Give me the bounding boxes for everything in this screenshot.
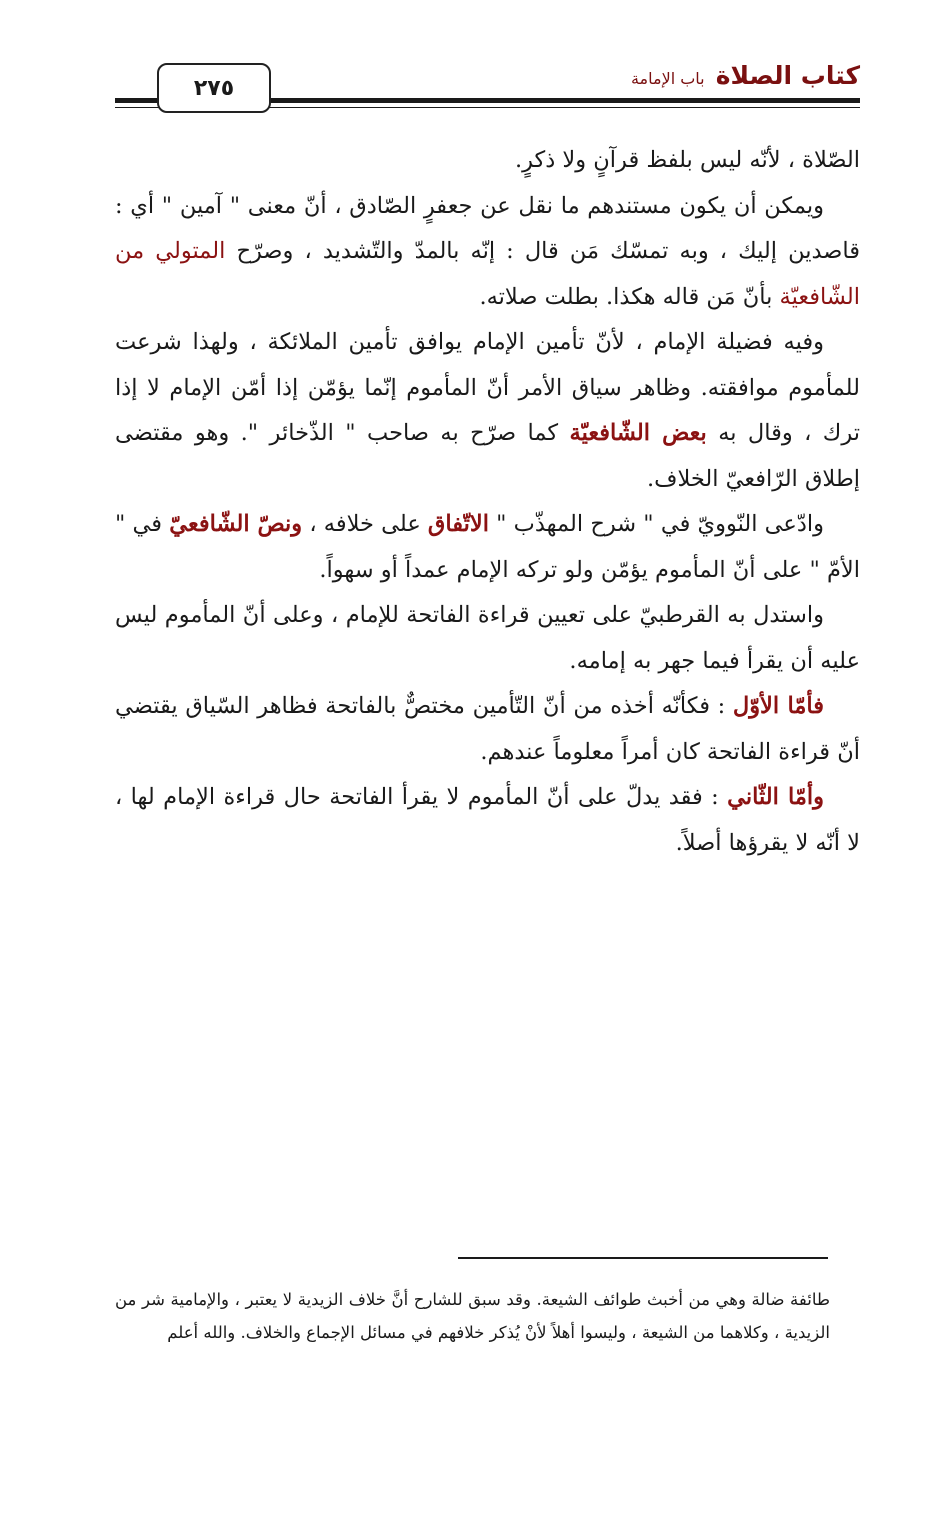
footnote: طائفة ضالة وهي من أخبث طوائف الشيعة. وقد سبق للشارح أنَّ خلاف الزيدية لا يعتبر ، والإمامية شر من الزيدية ، وكلاهما من الشيعة ، وليسوا أهلاً لأنْ يُذكر خلافهم في مسائل الإجماع والخلاف. والله أعلم <box>115 1290 830 1342</box>
paragraph-text: : فقد يدلّ على أنّ المأموم لا يقرأ الفاتحة حال قراءة الإمام لها ، لا أنّه لا يقرؤها أصلاً. <box>115 784 860 856</box>
paragraph-text: وفيه فضيلة الإمام ، لأنّ تأمين الإمام يوافق تأمين الملائكة ، ولهذا شرعت للمأموم موافقته. وظاهر سياق الأمر أنّ المأموم إنّما يؤمّن إذا أمّن الإمام لا إذا ترك ، وقال به <box>115 329 861 446</box>
highlighted-term: ونصّ الشّافعيّ <box>169 511 303 537</box>
paragraph-text: وادّعى النّوويّ في " شرح المهذّب " <box>488 511 824 537</box>
paragraph-2 <box>115 184 860 321</box>
book-title: كتاب الصلاة <box>715 61 860 90</box>
page-header <box>115 55 860 115</box>
paragraph-text: على خلافه ، <box>302 511 428 537</box>
paragraph-4 <box>115 502 860 593</box>
highlighted-term: المتولي من الشّافعيّة <box>115 238 860 310</box>
paragraph-6 <box>115 684 860 775</box>
chapter-title: باب الإمامة <box>630 69 705 88</box>
paragraph-text: الصّلاة ، لأنّه ليس بلفظ قرآنٍ ولا ذكرٍ. <box>514 147 860 173</box>
highlighted-term: الاتّفاق <box>427 511 489 537</box>
main-text <box>115 138 860 866</box>
paragraph-text: كما صرّح به صاحب " الذّخائر ". وهو مقتضى إطلاق الرّافعيّ الخلاف. <box>115 420 860 492</box>
paragraph-7 <box>115 775 860 866</box>
highlighted-term: بعض الشّافعيّة <box>569 420 707 446</box>
section-heading: فأمّا الأوّل <box>732 693 824 719</box>
section-heading: وأمّا الثّاني <box>727 784 825 810</box>
paragraph-1 <box>115 138 860 184</box>
paragraph-text: واستدل به القرطبيّ على تعيين قراءة الفاتحة للإمام ، وعلى أنّ المأموم ليس عليه أن يقرأ فيما جهر به إمامه. <box>115 602 860 674</box>
paragraph-text: بأنّ مَن قاله هكذا. بطلت صلاته. <box>479 283 780 310</box>
running-title <box>631 61 860 90</box>
page-number: ٢٧٥ <box>157 63 271 113</box>
footnote-separator <box>458 1257 828 1259</box>
paragraph-text: ويمكن أن يكون مستندهم ما نقل عن جعفرٍ الصّادق ، أنّ معنى " آمين " أي : قاصدين إليك ، وبه تمسّك مَن قال : إنّه بالمدّ والتّشديد ، وصرّح <box>115 192 861 264</box>
paragraph-5 <box>115 593 860 684</box>
paragraph-text: في " الأمّ " على أنّ المأموم يؤمّن ولو تركه الإمام عمداً أو سهواً. <box>115 511 860 583</box>
paragraph-3 <box>115 320 860 502</box>
paragraph-text: : فكأنّه أخذه من أنّ التّأمين مختصٌّ بالفاتحة فظاهر السّياق يقتضي أنّ قراءة الفاتحة كان أمراً معلوماً عندهم. <box>115 693 860 765</box>
